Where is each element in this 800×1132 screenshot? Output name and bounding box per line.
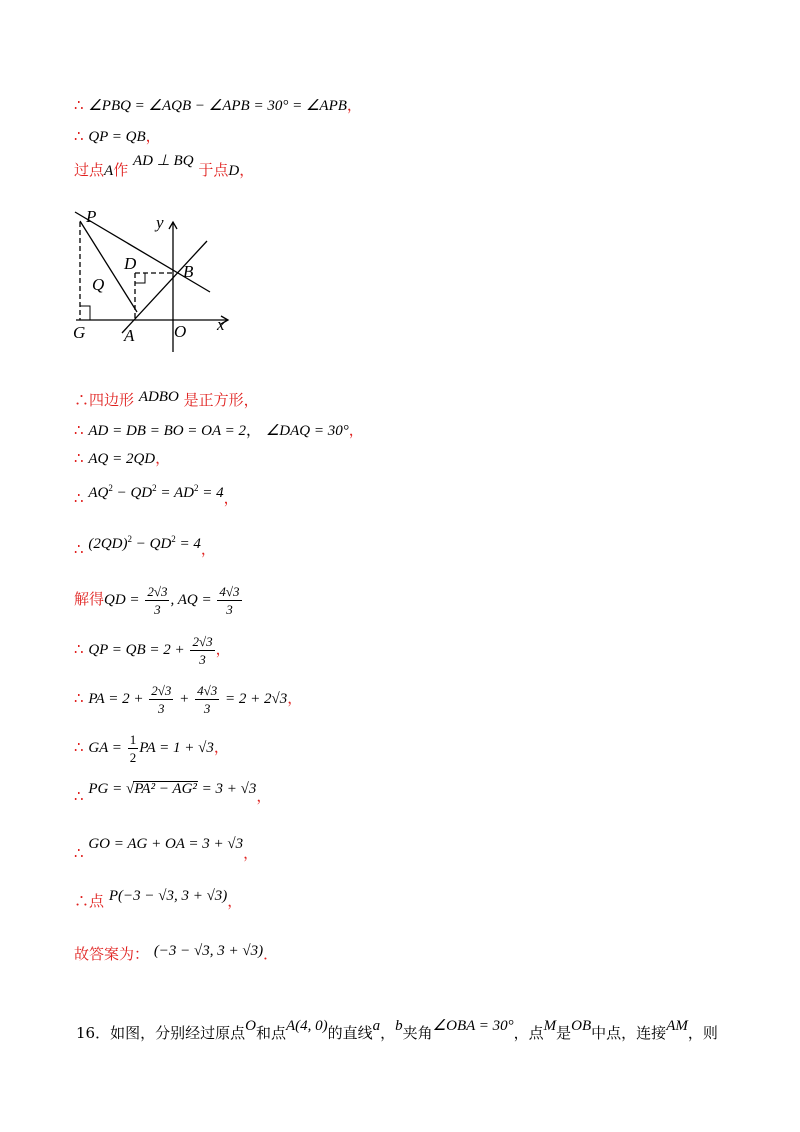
question-text: 如图，分别经过原点: [110, 1024, 246, 1042]
step-line-9: [74, 582, 243, 618]
step-line-13: [74, 781, 272, 807]
step-line-5: [74, 420, 364, 441]
comma: ，: [243, 844, 259, 862]
comma: ，: [256, 787, 272, 805]
point-label: D: [228, 163, 240, 179]
therefore-symbol: ∴: [74, 421, 84, 439]
comma: ，: [243, 391, 259, 409]
text-draw: 作: [113, 161, 129, 179]
segment-am: AM: [666, 1018, 688, 1034]
fraction-aq: $\frac{4√3}{3}$: [219, 583, 240, 617]
point-label: A: [104, 163, 114, 179]
label-p: P: [86, 207, 97, 226]
segment-equation: QP = QB: [88, 129, 146, 145]
question-text: 和点: [255, 1024, 286, 1042]
equal-sides-equation: AD = DB = BO = OA = 2: [88, 423, 247, 439]
therefore-symbol: ∴: [74, 391, 90, 409]
comma: ，: [246, 421, 262, 439]
ga-result: PA = 1 + √3: [139, 740, 214, 756]
step-line-7: [74, 484, 239, 509]
step-line-12: [74, 730, 229, 766]
go-equation: GO = AG + OA = 3 + √3: [88, 836, 244, 852]
label-a: A: [124, 326, 135, 345]
question-text: 夹角: [402, 1024, 433, 1042]
comma: ，: [223, 489, 239, 507]
therefore-symbol: ∴: [74, 738, 84, 756]
pg-equation: PG = √PA² − AG² = 3 + √3: [88, 781, 257, 797]
therefore-symbol: ∴: [74, 689, 84, 707]
comma: ，: [348, 421, 364, 439]
answer-coordinates: (−3 − √3, 3 + √3): [153, 943, 264, 959]
plus-sign: +: [179, 691, 190, 707]
label-x: x: [217, 315, 225, 334]
comma: ，: [239, 161, 255, 179]
perpendicular-statement: AD ⊥ BQ: [132, 153, 194, 169]
comma: ，: [200, 540, 216, 558]
text-foot-point: 于点: [198, 161, 229, 179]
ga-label: GA =: [88, 740, 122, 756]
text-answer: 故答案为: [74, 945, 135, 963]
comma: ，: [227, 892, 243, 910]
period: ．: [263, 945, 279, 963]
label-g: G: [73, 323, 86, 342]
step-line-4: [74, 390, 259, 411]
therefore-symbol: ∴: [74, 787, 84, 805]
step-line-3: [74, 153, 255, 181]
fraction-qd: $\frac{2√3}{3}$: [147, 583, 168, 617]
therefore-symbol: ∴: [74, 96, 84, 114]
point-p-coordinates: P(−3 − √3, 3 + √3): [108, 888, 228, 904]
fraction-pa-1: $\frac{2√3}{3}$: [151, 682, 172, 716]
fraction-qp: $\frac{2√3}{3}$: [192, 633, 213, 667]
aq-equation: AQ = 2QD: [88, 451, 156, 467]
question-text: 的直线: [327, 1024, 373, 1042]
step-line-11: [74, 681, 302, 717]
point-o: O: [245, 1018, 256, 1034]
segment-ob: OB: [571, 1018, 592, 1034]
comma: ，: [145, 127, 161, 145]
right-angle-mark-d: [135, 273, 145, 283]
right-angle-mark-g: [80, 306, 90, 320]
label-q: Q: [92, 275, 105, 294]
step-line-16: [74, 944, 278, 965]
question-text: 是: [556, 1024, 572, 1042]
label-o: O: [174, 322, 187, 341]
substituted-equation: $(2QD)^2 - QD^2 = 4$: [88, 534, 201, 552]
line-a: a: [372, 1018, 381, 1034]
therefore-symbol: ∴: [74, 540, 84, 558]
therefore-symbol: ∴: [74, 489, 84, 507]
pa-equation-start: PA = 2 +: [88, 691, 144, 707]
therefore-symbol: ∴: [74, 892, 90, 910]
step-line-1: [74, 95, 362, 116]
comma: ，: [213, 738, 229, 756]
therefore-symbol: ∴: [74, 844, 84, 862]
text-solve: 解得: [74, 590, 105, 608]
text-is-square: 是正方形: [183, 391, 244, 409]
line-b: b: [395, 1018, 403, 1034]
step-line-15: [74, 888, 243, 912]
question-text: ，: [380, 1024, 396, 1042]
step-line-14: [74, 836, 259, 864]
point-m: M: [543, 1018, 557, 1034]
step-line-8: [74, 535, 216, 560]
pa-result: = 2 + 2√3: [224, 691, 288, 707]
label-b: B: [183, 262, 194, 281]
comma: ，: [215, 640, 231, 658]
therefore-symbol: ∴: [74, 640, 84, 658]
angle-oba: ∠OBA = 30°: [432, 1018, 514, 1034]
text-through-point: 过点: [74, 161, 105, 179]
point-a-coordinates: A(4, 0): [285, 1018, 328, 1034]
step-line-6: [74, 448, 170, 469]
text-quadrilateral: 四边形: [89, 391, 135, 409]
angle-equation: ∠PBQ = ∠AQB − ∠APB = 30° = ∠APB: [88, 98, 347, 114]
fraction-half: $\frac{1}{2}$: [129, 731, 137, 765]
qd-label: QD =: [104, 592, 140, 608]
therefore-symbol: ∴: [74, 127, 84, 145]
text-point: 点: [89, 892, 105, 910]
step-line-2: [74, 126, 161, 147]
pythagoras-equation: $AQ^2 - QD^2 = AD^2 = 4$: [88, 483, 224, 501]
question-number: 16．: [76, 1024, 111, 1042]
label-y: y: [156, 213, 164, 232]
therefore-symbol: ∴: [74, 449, 84, 467]
quadrilateral-name: ADBO: [138, 389, 179, 405]
step-line-10: [74, 632, 231, 668]
angle-daq: ∠DAQ = 30°: [265, 423, 349, 439]
geometry-figure: [70, 205, 240, 355]
fraction-pa-2: $\frac{4√3}{3}$: [197, 682, 218, 716]
label-d: D: [124, 254, 137, 273]
question-text: 中点，连接: [591, 1024, 667, 1042]
question-16: [76, 1018, 718, 1044]
question-text: ，点: [513, 1024, 544, 1042]
question-text: ，则: [687, 1024, 718, 1042]
comma: ，: [346, 96, 362, 114]
comma: ，: [287, 689, 303, 707]
aq-label: , AQ =: [170, 592, 212, 608]
qp-equation: QP = QB = 2 +: [88, 642, 185, 658]
colon: ：: [134, 945, 150, 963]
comma: ，: [155, 449, 171, 467]
